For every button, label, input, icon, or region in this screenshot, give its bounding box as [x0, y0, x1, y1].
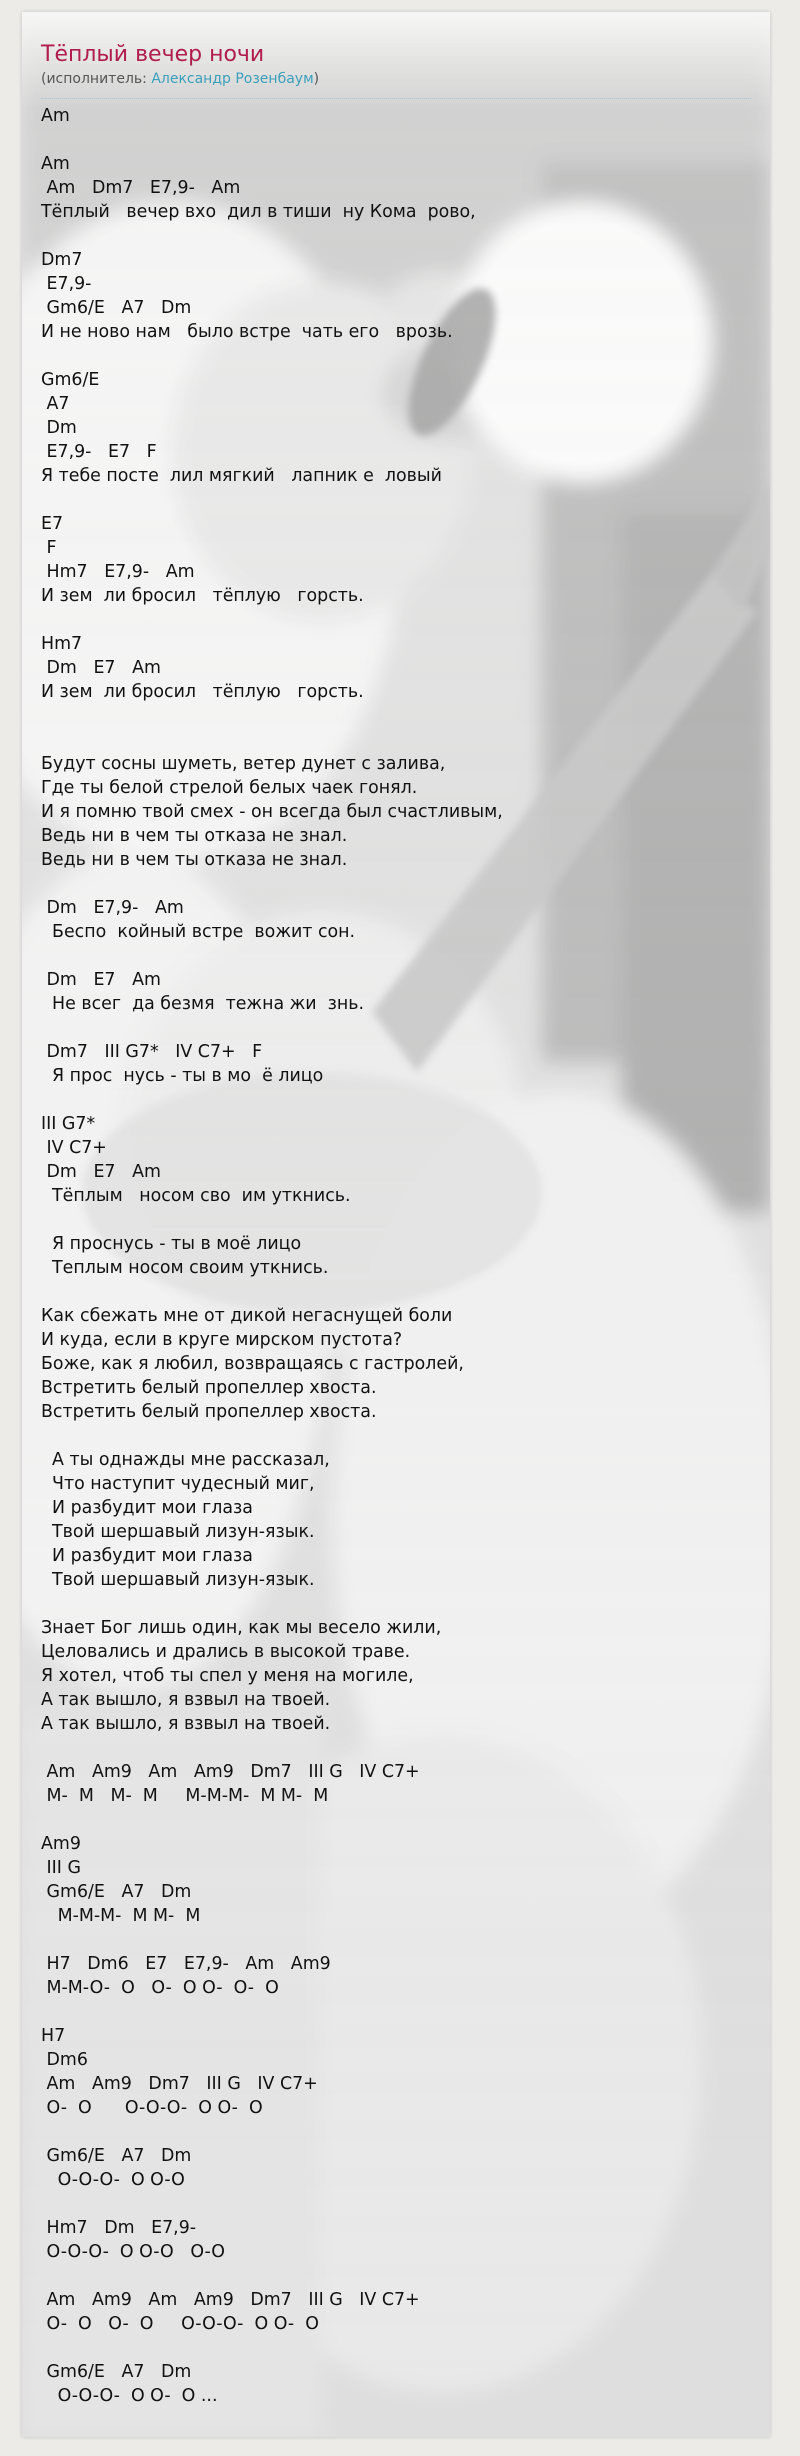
song-line: Беспо койный встре вожит сон. — [41, 922, 356, 942]
song-line — [41, 1208, 761, 1232]
song-line: Целовались и дрались в высокой траве. — [41, 1642, 411, 1662]
song-line — [41, 1928, 761, 1952]
song-line: А так вышло, я взвыл на твоей. — [41, 1714, 331, 1734]
song-line: O-O-O- O O-O O-O — [41, 2242, 225, 2262]
song-line: Dm6 — [41, 2050, 88, 2070]
song-line — [41, 2000, 761, 2024]
song-line: И не ново нам было встре чать его врозь. — [41, 322, 453, 342]
song-line: Dm7 — [41, 250, 83, 270]
song-line: Am Dm7 E7,9- Am — [41, 178, 241, 198]
song-line: Am Am9 Am Am9 Dm7 III G IV C7+ — [41, 1762, 420, 1782]
song-line — [41, 2120, 761, 2144]
song-line: Am — [41, 106, 70, 126]
song-line — [41, 488, 761, 512]
song-line: Gm6/E A7 Dm — [41, 2362, 192, 2382]
song-line: A7 — [41, 394, 70, 414]
song-line: F — [41, 538, 57, 558]
song-line: E7,9- — [41, 274, 92, 294]
song-line — [41, 728, 761, 752]
performer-prefix: (исполнитель: — [41, 71, 152, 87]
song-line: Dm7 III G7* IV C7+ F — [41, 1042, 263, 1062]
song-line: И зем ли бросил тёплую горсть. — [41, 586, 364, 606]
song-line: Am — [41, 154, 70, 174]
song-line: M-M-M- M M- M — [41, 1906, 201, 1926]
song-line: Gm6/E — [41, 370, 100, 390]
song-line: M- M M- M M-M-M- M M- M — [41, 1786, 329, 1806]
song-line: Твой шершавый лизун-язык. — [41, 1570, 315, 1590]
song-line: O- O O-O-O- O O- O — [41, 2098, 263, 2118]
song-line: Dm — [41, 418, 77, 438]
song-line: Dm E7 Am — [41, 1162, 161, 1182]
song-text-with-chords — [41, 104, 761, 2408]
song-line — [41, 2336, 761, 2360]
song-line: А так вышло, я взвыл на твоей. — [41, 1690, 331, 1710]
song-line: Я хотел, чтоб ты спел у меня на могиле, — [41, 1666, 414, 1686]
header-divider — [41, 98, 751, 99]
song-line: А ты однажды мне рассказал, — [41, 1450, 330, 1470]
song-line: Dm E7 Am — [41, 658, 161, 678]
song-line: Встретить белый пропеллер хвоста. — [41, 1378, 377, 1398]
song-line: Знает Бог лишь один, как мы весело жили, — [41, 1618, 442, 1638]
song-line — [41, 944, 761, 968]
song-line — [41, 1736, 761, 1760]
song-line: Hm7 Dm E7,9- — [41, 2218, 197, 2238]
song-line: Я прос нусь - ты в мо ё лицо — [41, 1066, 324, 1086]
song-line — [41, 224, 761, 248]
song-line: Am9 — [41, 1834, 81, 1854]
song-line: Dm E7,9- Am — [41, 898, 184, 918]
song-line: E7 — [41, 514, 64, 534]
song-line — [41, 2264, 761, 2288]
performer-link[interactable]: Александр Розенбаум — [151, 71, 314, 87]
song-line — [41, 872, 761, 896]
song-line — [41, 1808, 761, 1832]
song-line — [41, 1592, 761, 1616]
song-sheet — [22, 12, 770, 2437]
song-line: И разбудит мои глаза — [41, 1498, 253, 1518]
song-line: Hm7 — [41, 634, 83, 654]
song-line: Am Am9 Am Am9 Dm7 III G IV C7+ — [41, 2290, 420, 2310]
song-line: O-O-O- O O-O — [41, 2170, 185, 2190]
song-line: III G7* — [41, 1114, 96, 1134]
song-line: Где ты белой стрелой белых чаек гонял. — [41, 778, 418, 798]
song-line: Тёплым носом сво им уткнись. — [41, 1186, 351, 1206]
song-line — [41, 704, 761, 728]
song-line: Не всег да безмя тежна жи знь. — [41, 994, 365, 1014]
song-line: M-M-O- O O- O O- O- O — [41, 1978, 279, 1998]
song-line: IV C7+ — [41, 1138, 107, 1158]
song-line: Как сбежать мне от дикой негаснущей боли — [41, 1306, 453, 1326]
song-line: Ведь ни в чем ты отказа не знал. — [41, 826, 348, 846]
song-line: Встретить белый пропеллер хвоста. — [41, 1402, 377, 1422]
song-line — [41, 1280, 761, 1304]
song-line: Am Am9 Dm7 III G IV C7+ — [41, 2074, 318, 2094]
song-line: Я проснусь - ты в моё лицо — [41, 1234, 302, 1254]
song-line: Ведь ни в чем ты отказа не знал. — [41, 850, 348, 870]
song-line: O- O O- O O-O-O- O O- O — [41, 2314, 319, 2334]
song-line: Что наступит чудесный миг, — [41, 1474, 315, 1494]
song-line: И зем ли бросил тёплую горсть. — [41, 682, 364, 702]
song-line: Gm6/E A7 Dm — [41, 298, 192, 318]
performer-suffix: ) — [313, 71, 320, 87]
song-line: И я помню твой смех - он всегда был счастливым, — [41, 802, 503, 822]
song-line: Будут сосны шуметь, ветер дунет с залива, — [41, 754, 446, 774]
song-line — [41, 1088, 761, 1112]
song-line: H7 — [41, 2026, 66, 2046]
song-line — [41, 128, 761, 152]
song-line — [41, 2192, 761, 2216]
song-line: Теплым носом своим уткнись. — [41, 1258, 329, 1278]
song-line — [41, 1016, 761, 1040]
song-line: III G — [41, 1858, 81, 1878]
song-line: Dm E7 Am — [41, 970, 161, 990]
song-line: Боже, как я любил, возвращаясь с гастролей, — [41, 1354, 464, 1374]
song-line: H7 Dm6 E7 E7,9- Am Am9 — [41, 1954, 331, 1974]
song-line — [41, 608, 761, 632]
song-line: И разбудит мои глаза — [41, 1546, 253, 1566]
song-header — [41, 42, 751, 88]
song-line — [41, 344, 761, 368]
song-line: Gm6/E A7 Dm — [41, 1882, 192, 1902]
performer-line — [41, 70, 751, 88]
song-line: Тёплый вечер вхо дил в тиши ну Кома рово, — [41, 202, 476, 222]
song-title: Тёплый вечер ночи — [41, 42, 265, 67]
song-line: O-O-O- O O- O ... — [41, 2386, 218, 2406]
song-line: Gm6/E A7 Dm — [41, 2146, 192, 2166]
song-line: Твой шершавый лизун-язык. — [41, 1522, 315, 1542]
song-line — [41, 1424, 761, 1448]
song-line: И куда, если в круге мирском пустота? — [41, 1330, 403, 1350]
song-line: Я тебе посте лил мягкий лапник е ловый — [41, 466, 442, 486]
song-line: Hm7 E7,9- Am — [41, 562, 195, 582]
song-line: E7,9- E7 F — [41, 442, 157, 462]
